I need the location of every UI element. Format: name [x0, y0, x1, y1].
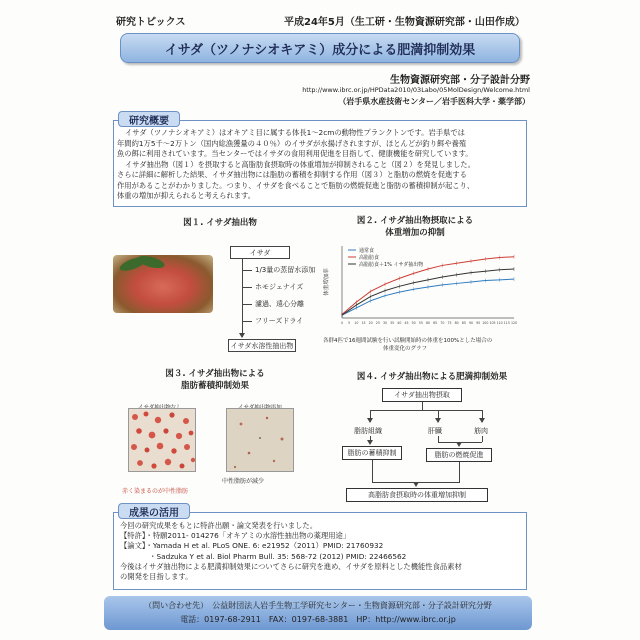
isada-photo — [113, 255, 213, 313]
x-tick-label: 55 — [418, 321, 423, 325]
fig2-note — [323, 337, 523, 353]
use-line: ・Sadzuka Y et al. Biol Pharm Bull. 35: 568-72 (2012) PMID: 22466562 — [120, 551, 407, 561]
x-tick-label: 105 — [489, 321, 496, 325]
x-tick-label: 120 — [510, 321, 518, 325]
arrow-down-icon — [413, 482, 419, 487]
x-tick-label: 20 — [368, 321, 373, 325]
x-tick-label: 40 — [397, 321, 402, 325]
x-tick-label: 35 — [390, 321, 395, 325]
overview-line: さらに詳細に解析した結果、イサダ抽出物には脂肪の蓄積を抑制する作用（図３）と脂肪の燃焼を促進する — [117, 170, 467, 179]
fig1-branch-line — [242, 304, 252, 305]
lab-name: 生物資源研究部・分子設計分野 — [390, 75, 530, 86]
fig4-line — [370, 410, 482, 411]
x-tick-label: 60 — [425, 321, 431, 325]
weight-chart — [320, 240, 520, 335]
contact-footer — [104, 596, 532, 630]
arrow-down-icon — [367, 418, 373, 423]
overview-text — [117, 128, 523, 202]
fig4-left-effect: 脂肪の蓄積抑制 — [342, 446, 402, 460]
date-source: 平成24年5月（生工研・生物資源研究部・山田作成） — [284, 17, 525, 28]
x-tick-label: 90 — [468, 321, 474, 325]
arrow-down-icon — [479, 418, 485, 423]
use-text — [120, 521, 524, 582]
micro-caption-red: 赤く染まるのが中性脂肪 — [122, 488, 189, 495]
x-tick-label: 15 — [361, 321, 366, 325]
fig4-bottom-box: 高脂肪食摂取時の体重増加抑制 — [346, 488, 488, 502]
x-tick-label: 0 — [340, 321, 344, 325]
x-tick-label: 30 — [382, 321, 388, 325]
page-title: イサダ（ツノナシオキアミ）成分による肥満抑制効果 — [164, 42, 476, 58]
x-tick-label: 5 — [348, 321, 351, 325]
overview-line: イサダ（ツノナシオキアミ）はオキアミ目に属する体長1～2cmの動物性プランクトンです。岩手県では — [125, 128, 465, 137]
arrow-down-icon — [435, 418, 441, 423]
fig2-title-line1: 図２. イサダ抽出物摂取による — [356, 216, 474, 226]
fig4-line — [459, 462, 460, 482]
series-line — [342, 279, 514, 315]
fig1-step: ホモジェナイズ — [255, 283, 304, 291]
x-tick-label: 95 — [476, 321, 481, 325]
x-tick-label: 110 — [496, 321, 503, 325]
fig1-branch-line — [242, 270, 252, 271]
contact-org: （問い合わせ先） 公益財団法人岩手生物工学研究センター・生物資源研究部・分子設計研究分野 — [144, 601, 492, 610]
x-tick-label: 50 — [411, 321, 416, 325]
series-line — [342, 269, 514, 315]
use-line: の開発を目指します。 — [120, 572, 193, 582]
fig1-branch-line — [242, 321, 252, 322]
legend-entry: 通常食 — [359, 248, 375, 254]
fig4-left-organ: 脂肪組織 — [354, 427, 382, 435]
arrow-down-icon — [239, 333, 245, 338]
lab-url-link[interactable]: http://www.ibrc.or.jp/HPData2010/03Labo/05MolDesign/Welcome.html — [302, 86, 530, 94]
y-axis-label: 体重増加率 — [324, 268, 330, 296]
fig4-line — [422, 402, 423, 410]
fig4-line — [482, 436, 483, 442]
micrograph-treated — [226, 408, 294, 472]
fig1-step: 濾過、遠心分離 — [255, 300, 304, 308]
arrow-down-icon — [456, 442, 462, 447]
topic-label: 研究トピックス — [116, 17, 186, 28]
arrow-down-icon — [367, 440, 373, 445]
fig1-end-box: イサダ水溶性抽出物 — [228, 339, 296, 352]
fig1-title: 図１. イサダ抽出物 — [183, 218, 257, 228]
fig2-note-line: 体重変化のグラフ — [383, 346, 428, 352]
fig3-title-line1: 図３. イサダ抽出物による — [165, 369, 265, 379]
fig4-right-organ: 筋肉 — [474, 427, 488, 435]
x-tick-label: 10 — [354, 321, 359, 325]
micrograph-control — [128, 408, 196, 472]
x-tick-label: 100 — [482, 321, 489, 325]
overview-line: 作用があることがわかりました。つまり、イサダを食べることで脂肪の燃焼促進と脂肪の蓄積抑制が起こり、 — [117, 180, 475, 190]
fig4-top-box: イサダ抽出物摂取 — [382, 388, 462, 402]
fig4-line — [372, 460, 373, 482]
fig1-start-box: イサダ — [230, 246, 290, 259]
overview-line: 年間約1万5千～2万トン（国内総漁獲量の４０％）のイサダが水揚げされますが、ほとんどが釣り餌や養殖 — [117, 138, 467, 148]
contact-details: 電話：0197-68-2911 FAX：0197-68-3881 HP：http://www.ibrc.or.jp — [180, 615, 456, 624]
fig4-title: 図４. イサダ抽出物による肥満抑制効果 — [356, 372, 508, 382]
fig1-step: フリーズドライ — [255, 317, 304, 325]
fig1-branch-line — [242, 287, 252, 288]
x-tick-label: 75 — [447, 321, 452, 325]
x-tick-label: 80 — [454, 321, 459, 325]
fat-stain-dots — [129, 409, 196, 472]
use-line: 【論文】・Yamada H et al. PLoS ONE. 6: e21952（2011）PMID: 21760932 — [120, 541, 384, 551]
x-tick-label: 115 — [503, 321, 510, 325]
overview-line: イサダ抽出物（図１）を摂取すると高脂肪食摂取時の体重増加が抑制されること（図２）を発見しました。 — [125, 159, 475, 169]
x-tick-label: 25 — [375, 321, 380, 325]
x-tick-label: 65 — [433, 321, 438, 325]
use-line: 【特許】・特願2011- 014276「オキアミの水溶性抽出物の薬理用途」 — [120, 531, 351, 541]
leaf-icon — [136, 255, 166, 270]
use-heading: 成果の活用 — [118, 503, 190, 519]
fig4-mid-organ: 肝臓 — [428, 427, 442, 435]
legend-entry: 高脂肪食 — [359, 255, 380, 261]
x-tick-label: 85 — [461, 321, 466, 325]
overview-heading: 研究概要 — [118, 111, 180, 127]
reduced-fat-dots — [227, 409, 294, 472]
fig2-note-line: 各群4匹で16週間試験を行い試験開始時の体重を100%とした場合の — [323, 338, 493, 344]
title-banner — [120, 33, 520, 63]
fig2-title-line2: 体重増加の抑制 — [385, 228, 445, 238]
use-line: 今後はイサダ抽出物による肥満抑制効果についてさらに研究を進め、イサダを原料とした機能性食品素材 — [120, 561, 462, 571]
fig1-step: 1/3量の蒸留水添加 — [255, 266, 316, 274]
micro-caption: 中性脂肪が減少 — [222, 478, 265, 485]
lab-affiliation: （岩手県水産技術センター／岩手医科大学・薬学部） — [338, 97, 530, 106]
legend-entry: 高脂肪食＋1% イサダ抽出物 — [359, 262, 424, 268]
fig3-title-line2: 脂肪蓄積抑制効果 — [180, 381, 249, 391]
fig4-right-effect: 脂肪の燃焼促進 — [426, 448, 492, 462]
x-tick-label: 45 — [404, 321, 409, 325]
x-tick-label: 70 — [440, 321, 445, 325]
overview-line: 体重の増加が抑えられると考えられます。 — [117, 191, 256, 200]
overview-line: 魚の餌に利用されています。当センターではイサダの食用利用促進を目指して、健康機能を研究しています。 — [117, 149, 473, 158]
use-line: 今回の研究成果をもとに特許出願・論文発表を行いました。 — [120, 521, 318, 530]
